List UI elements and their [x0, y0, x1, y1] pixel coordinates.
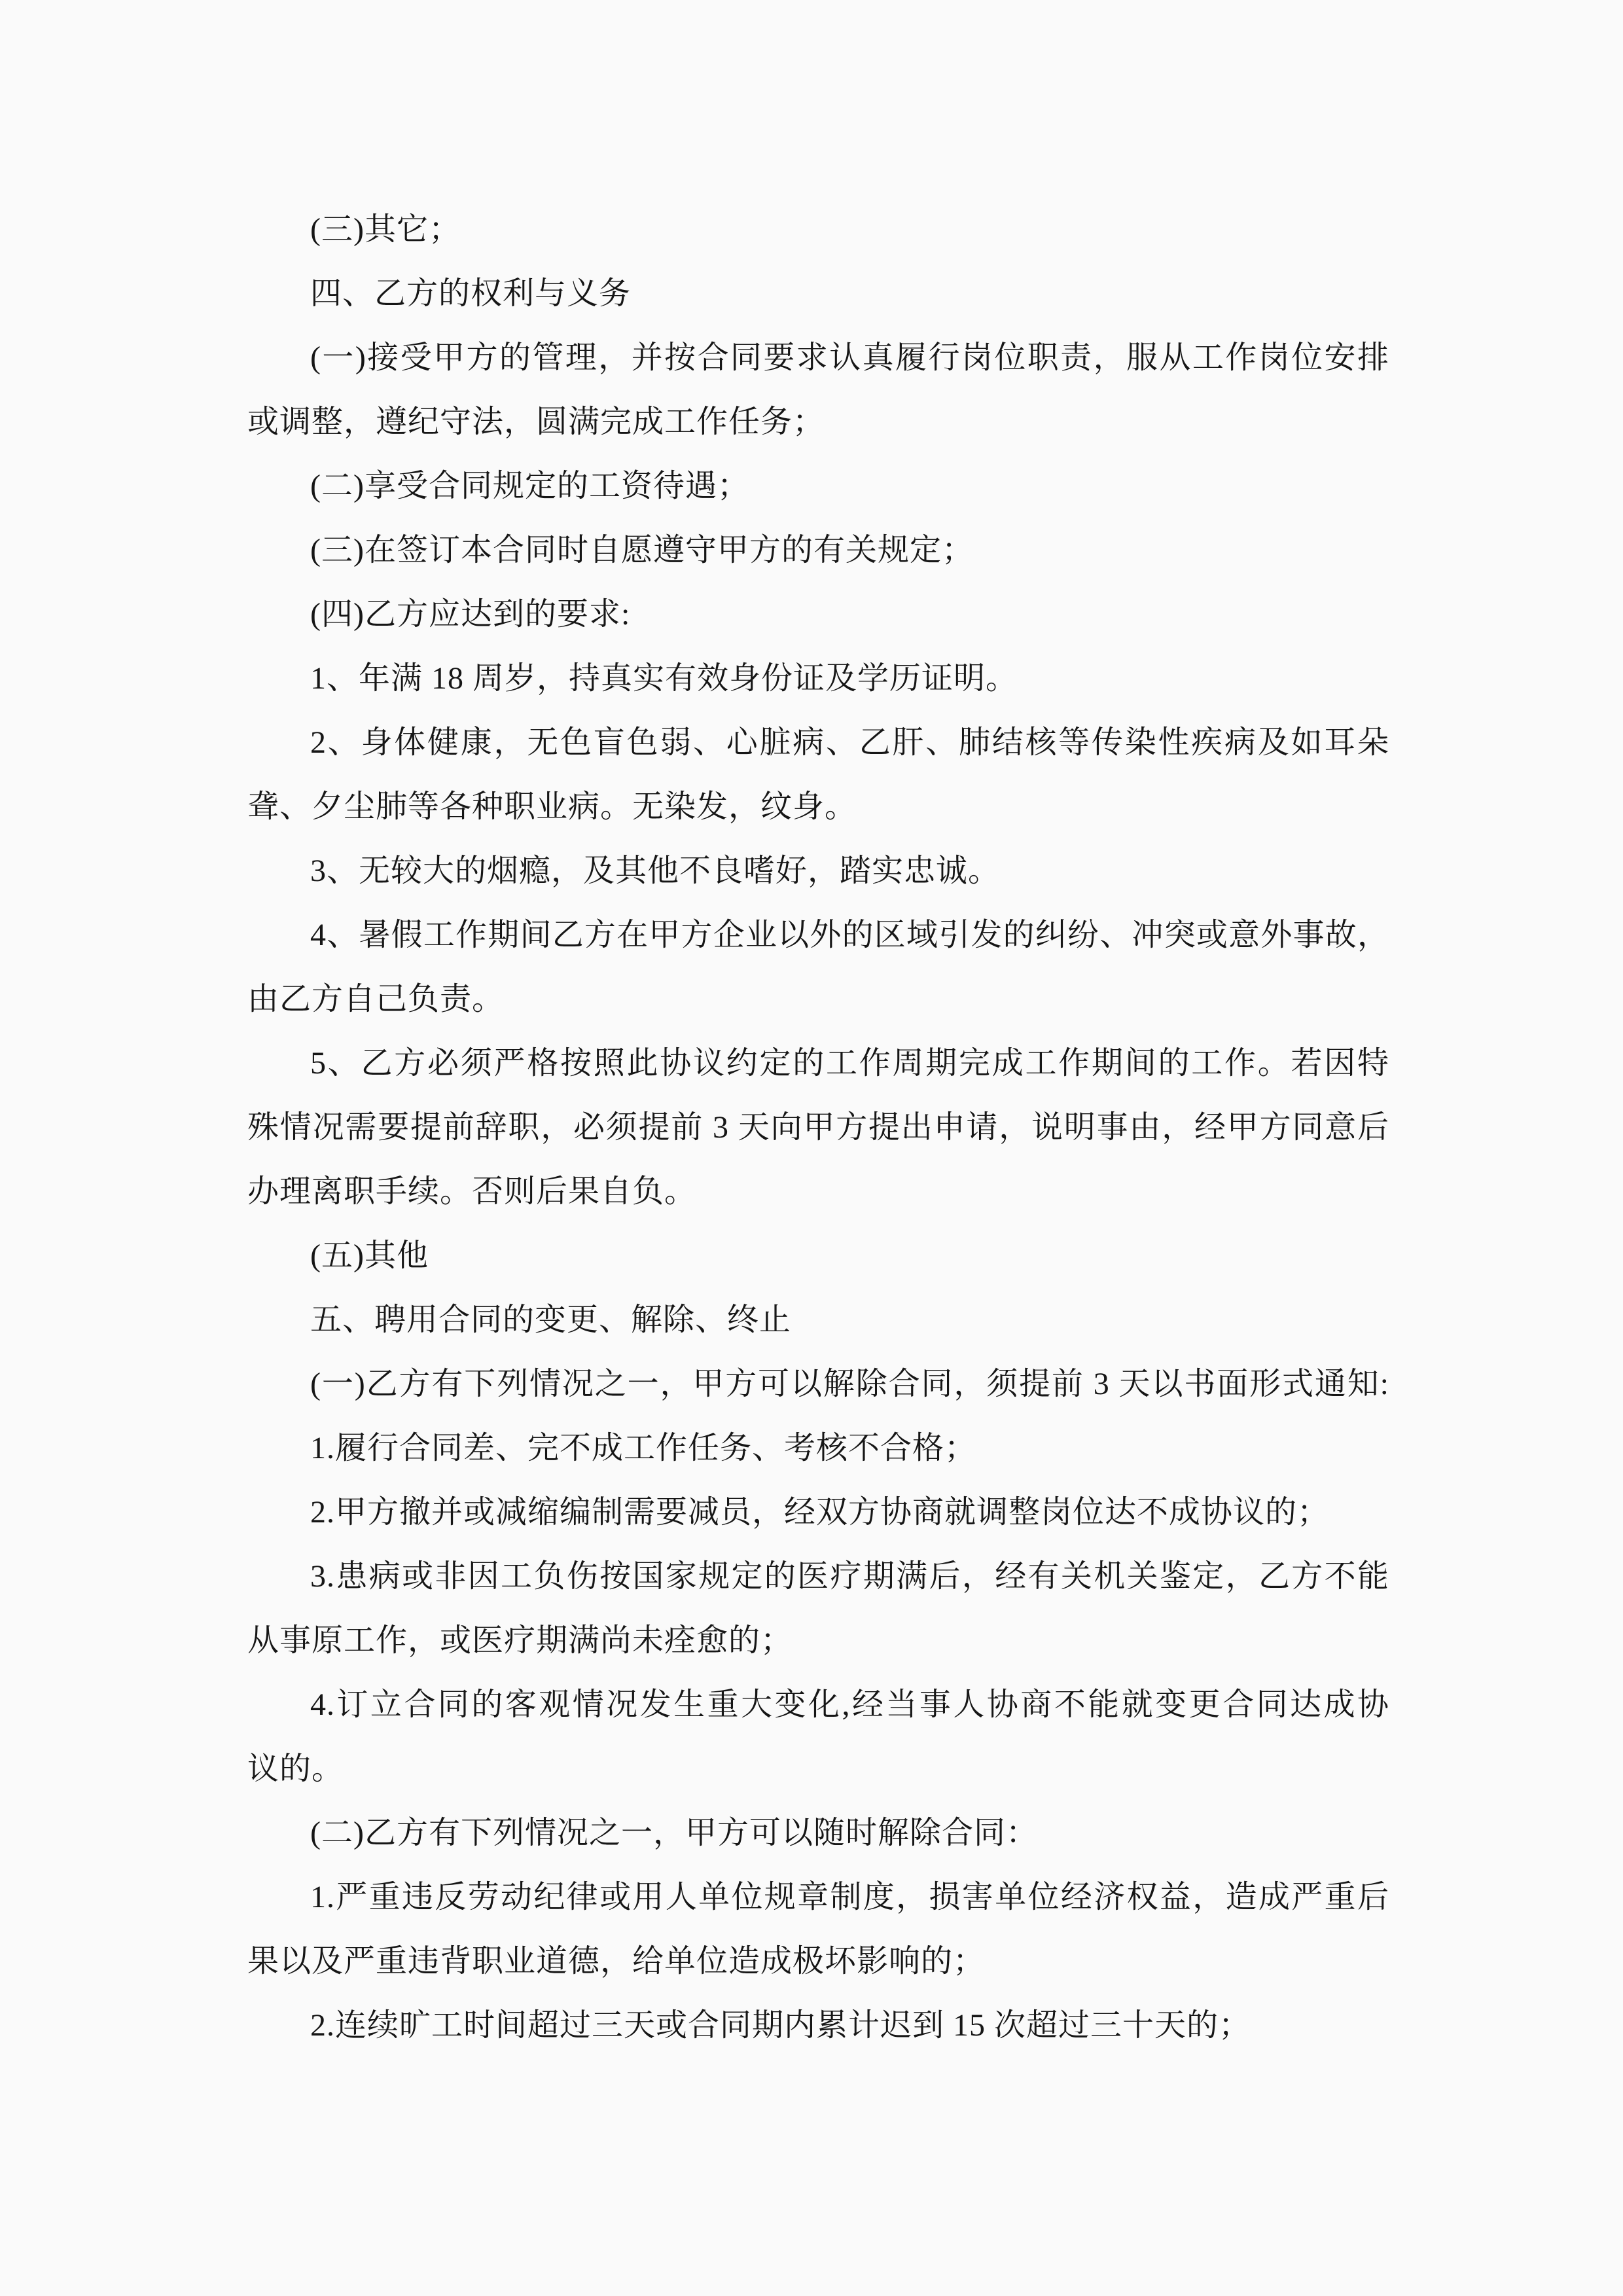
text-line-24: 4.订立合同的客观情况发生重大变化,经当事人协商不能就变更合同达成协 — [310, 1687, 1389, 1722]
text-line-6: (三)在签订本合同时自愿遵守甲方的有关规定； — [310, 533, 974, 567]
text-line-17: (五)其他 — [310, 1238, 429, 1273]
text-line-25: 议的。 — [247, 1751, 344, 1786]
text-line-26: (二)乙方有下列情况之一，甲方可以随时解除合同： — [310, 1816, 1038, 1850]
text-line-4: 或调整，遵纪守法，圆满完成工作任务； — [247, 404, 825, 439]
text-line-8: 1、年满 18 周岁，持真实有效身份证及学历证明。 — [310, 661, 1018, 696]
text-line-19: (一)乙方有下列情况之一，甲方可以解除合同，须提前 3 天以书面形式通知: — [310, 1367, 1389, 1401]
text-line-7: (四)乙方应达到的要求: — [310, 597, 631, 632]
text-line-28: 果以及严重违背职业道德，给单位造成极坏影响的； — [247, 1944, 986, 1979]
text-line-3: (一)接受甲方的管理，并按合同要求认真履行岗位职责，服从工作岗位安排 — [310, 340, 1389, 375]
text-line-23: 从事原工作，或医疗期满尚未痊愈的； — [247, 1623, 793, 1658]
text-line-9: 2、身体健康，无色盲色弱、心脏病、乙肝、肺结核等传染性疾病及如耳朵 — [310, 725, 1389, 760]
text-line-22: 3.患病或非因工负伤按国家规定的医疗期满后，经有关机关鉴定，乙方不能 — [310, 1559, 1389, 1594]
text-line-5: (二)享受合同规定的工资待遇； — [310, 469, 749, 503]
document-body — [247, 198, 1389, 2058]
text-line-15: 殊情况需要提前辞职，必须提前 3 天向甲方提出申请，说明事由，经甲方同意后 — [247, 1110, 1389, 1145]
text-line-14: 5、乙方必须严格按照此协议约定的工作周期完成工作期间的工作。若因特 — [310, 1046, 1389, 1081]
text-line-18: 五、聘用合同的变更、解除、终止 — [310, 1302, 792, 1337]
text-line-11: 3、无较大的烟瘾，及其他不良嗜好，踏实忠诚。 — [310, 853, 1001, 888]
text-line-27: 1.严重违反劳动纪律或用人单位规章制度，损害单位经济权益，造成严重后 — [310, 1880, 1389, 1914]
text-line-1: (三)其它； — [310, 212, 461, 247]
text-line-29: 2.连续旷工时间超过三天或合同期内累计迟到 15 次超过三十天的； — [310, 2008, 1251, 2043]
text-line-13: 由乙方自己负责。 — [247, 982, 505, 1016]
text-line-2: 四、乙方的权利与义务 — [310, 276, 632, 311]
text-line-20: 1.履行合同差、完不成工作任务、考核不合格； — [310, 1431, 977, 1465]
text-line-10: 聋、夕尘肺等各种职业病。无染发，纹身。 — [247, 789, 857, 824]
text-line-21: 2.甲方撤并或减缩编制需要减员，经双方协商就调整岗位达不成协议的； — [310, 1495, 1330, 1530]
text-line-12: 4、暑假工作期间乙方在甲方企业以外的区域引发的纠纷、冲突或意外事故， — [310, 918, 1389, 952]
text-line-16: 办理离职手续。否则后果自负。 — [247, 1174, 697, 1209]
